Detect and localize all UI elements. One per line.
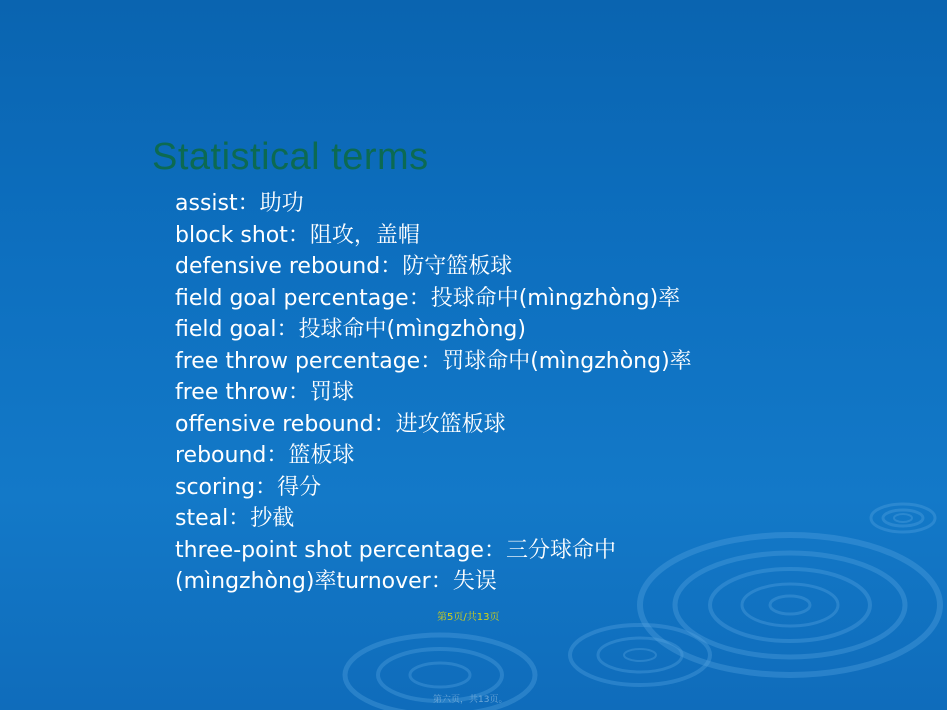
term-item: field goal：投球命中(mìngzhòng) bbox=[175, 317, 526, 342]
terms-list bbox=[175, 188, 875, 598]
footer-page-indicator: 第六页，共13页。 bbox=[433, 695, 508, 705]
term-item: defensive rebound：防守篮板球 bbox=[175, 254, 513, 279]
term-item: assist：助功 bbox=[175, 191, 304, 216]
term-item: offensive rebound：进攻篮板球 bbox=[175, 411, 506, 437]
term-item: block shot：阻攻，盖帽 bbox=[175, 222, 420, 248]
term-item: three-point shot percentage：三分球命中 bbox=[175, 537, 616, 563]
slide-title: Statistical terms bbox=[152, 136, 429, 178]
term-item: rebound：篮板球 bbox=[175, 443, 355, 468]
term-item: free throw percentage：罚球命中(mìngzhòng)率 bbox=[175, 348, 692, 374]
term-item: (mìngzhòng)率turnover：失误 bbox=[175, 569, 497, 594]
term-item: scoring：得分 bbox=[175, 474, 322, 500]
term-item: steal：抄截 bbox=[175, 506, 295, 531]
term-item: field goal percentage：投球命中(mìngzhòng)率 bbox=[175, 285, 681, 311]
term-item: free throw：罚球 bbox=[175, 380, 354, 405]
page-indicator: 第5页/共13页 bbox=[437, 612, 500, 623]
